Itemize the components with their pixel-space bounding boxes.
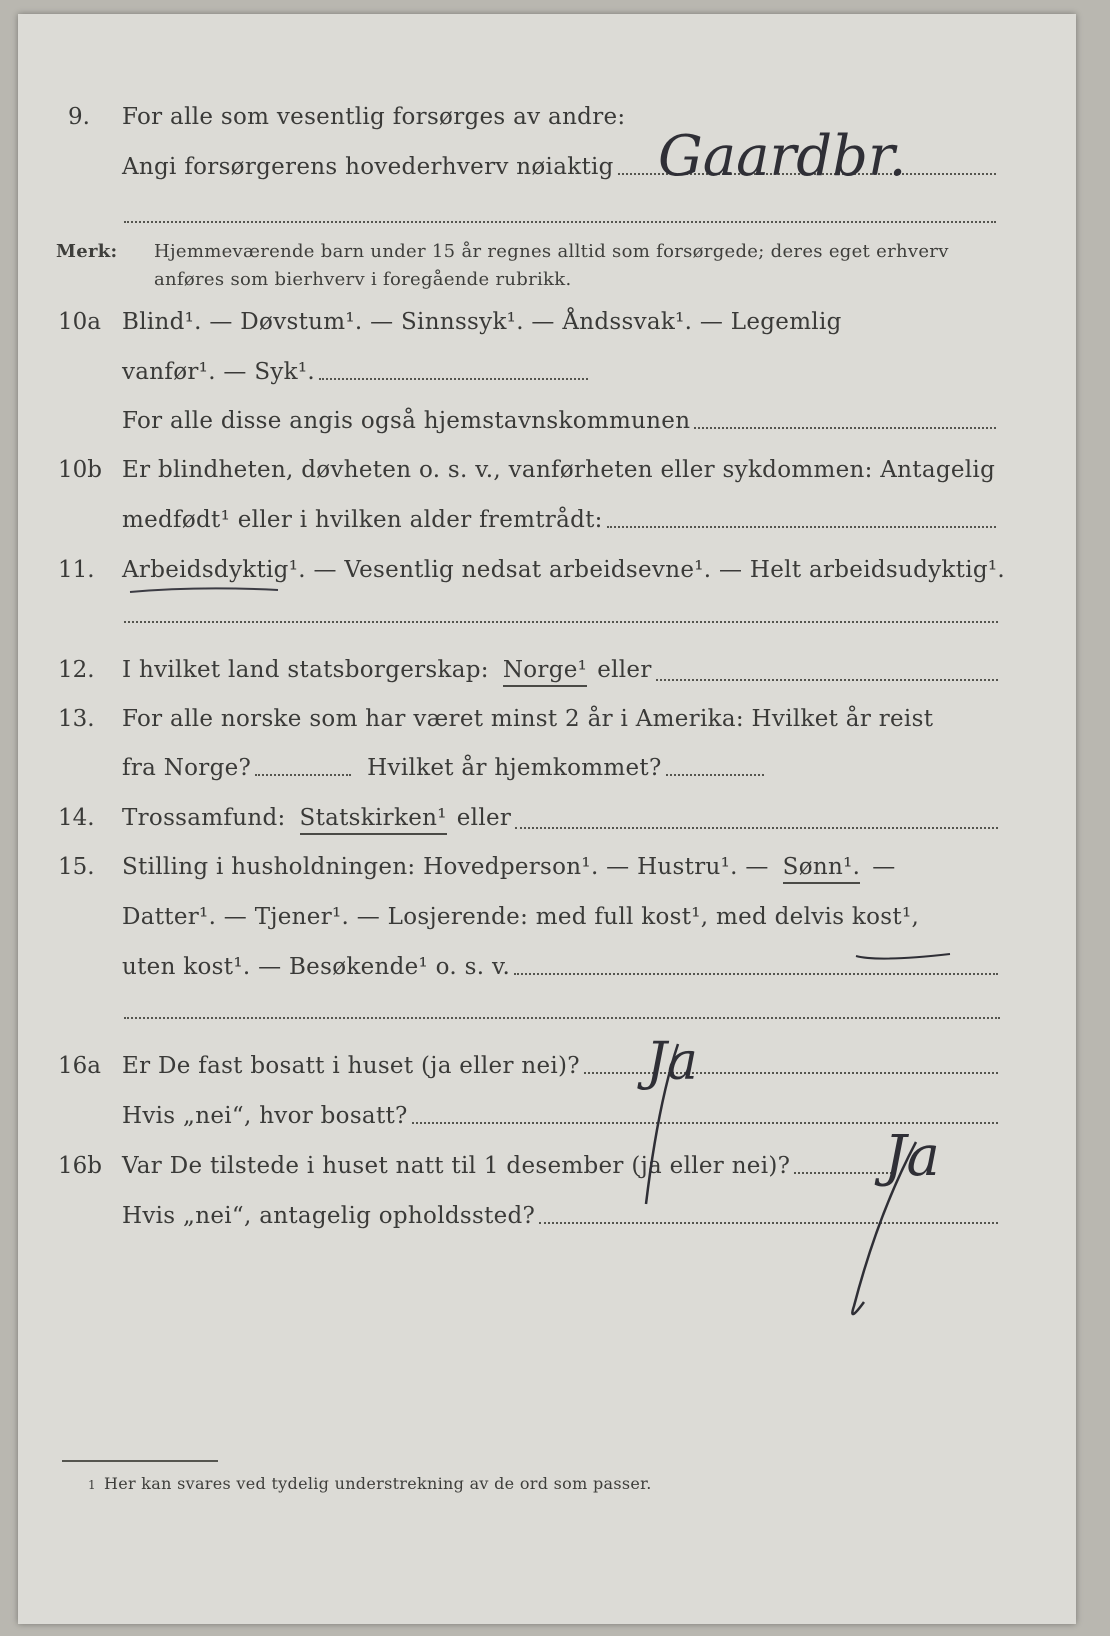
handwriting-strokes — [18, 14, 1076, 1624]
q16a-j-descender — [646, 1044, 678, 1204]
q16b-handwritten-answer: Ja — [884, 1124, 940, 1189]
q15-underline-stroke — [856, 954, 950, 959]
merk-line2: anføres som bierhverv i foregående rubrikk. — [154, 269, 572, 290]
q13-line1: For alle norske som har været minst 2 år i Amerika: Hvilket år reist — [122, 706, 934, 732]
q10b-line2-text: medfødt¹ eller i hvilken alder fremtrådt: — [122, 507, 603, 533]
q15-line3-text: uten kost¹. — Besøkende¹ o. s. v. — [122, 954, 511, 980]
merk-label: Merk: — [56, 241, 118, 262]
q13-number: 13. — [58, 706, 95, 732]
q9-number: 9. — [68, 104, 90, 130]
merk-line1: Hjemmeværende barn under 15 år regnes alltid som forsørgede; deres eget erhverv — [154, 241, 949, 262]
q14-number: 14. — [58, 805, 95, 831]
footnote-marker: 1 — [88, 1478, 96, 1492]
footnote-rule — [62, 1460, 218, 1462]
q13-departed-label: fra Norge? — [122, 755, 252, 781]
q14-prefix: Trossamfund: — [122, 805, 286, 831]
q16a-handwritten-answer: Ja — [646, 1032, 698, 1092]
q16b-number: 16b — [58, 1153, 102, 1179]
census-form-page — [18, 14, 1076, 1624]
q16b-line1-text: Var De tilstede i huset natt til 1 desember (ja eller nei)? — [122, 1153, 791, 1179]
q11-line1: Arbeidsdyktig¹. — Vesentlig nedsat arbeidsevne¹. — Helt arbeidsudyktig¹. — [122, 557, 1006, 583]
footnote-text: Her kan svares ved tydelig understrekning av de ord som passer. — [103, 1474, 652, 1493]
q16a-line1-text: Er De fast bosatt i huset (ja eller nei)? — [122, 1053, 580, 1079]
q14-underlined-answer: Statskirken¹ — [300, 804, 447, 835]
q13-returned-label: Hvilket år hjemkommet? — [367, 755, 662, 781]
q15-line2: Datter¹. — Tjener¹. — Losjerende: med full kost¹, med delvis kost¹, — [122, 904, 920, 930]
q16a-number: 16a — [58, 1053, 101, 1079]
q12-number: 12. — [58, 657, 95, 683]
q9-line1: For alle som vesentlig forsørges av andre: — [122, 104, 626, 130]
q16a-line2-text: Hvis „nei“, hvor bosatt? — [122, 1103, 408, 1129]
q10a-number: 10a — [58, 309, 101, 335]
q16b-j-descender — [852, 1142, 916, 1314]
q12-suffix: eller — [597, 657, 652, 683]
q12-underlined-answer: Norge¹ — [503, 656, 587, 687]
q10a-line2-text: vanfør¹. — Syk¹. — [122, 359, 316, 385]
q10a-line3-text: For alle disse angis også hjemstavnskommunen — [122, 408, 691, 434]
q11-number: 11. — [58, 557, 95, 583]
footnote — [88, 1472, 652, 1497]
q14-suffix: eller — [456, 805, 512, 831]
q11-pencil-underline — [130, 588, 278, 592]
q9-handwritten-answer: Gaardbr. — [658, 124, 907, 189]
q15-line1-text: Stilling i husholdningen: Hovedperson¹. — Hustru¹. — — [122, 854, 769, 880]
q10b-line1: Er blindheten, døvheten o. s. v., vanførheten eller sykdommen: Antagelig — [122, 457, 996, 483]
q15-underlined-answer: Sønn¹. — [783, 853, 861, 884]
q10a-line1: Blind¹. — Døvstum¹. — Sinnssyk¹. — Åndssvak¹. — Legemlig — [122, 309, 842, 335]
q9-line2-text: Angi forsørgerens hovederhverv nøiaktig — [122, 154, 614, 180]
q16b-line2-text: Hvis „nei“, antagelig opholdssted? — [122, 1203, 536, 1229]
q12-prefix: I hvilket land statsborgerskap: — [122, 657, 489, 683]
q15-line1-dash: — — [872, 854, 896, 880]
q15-number: 15. — [58, 854, 95, 880]
q10b-number: 10b — [58, 457, 102, 483]
